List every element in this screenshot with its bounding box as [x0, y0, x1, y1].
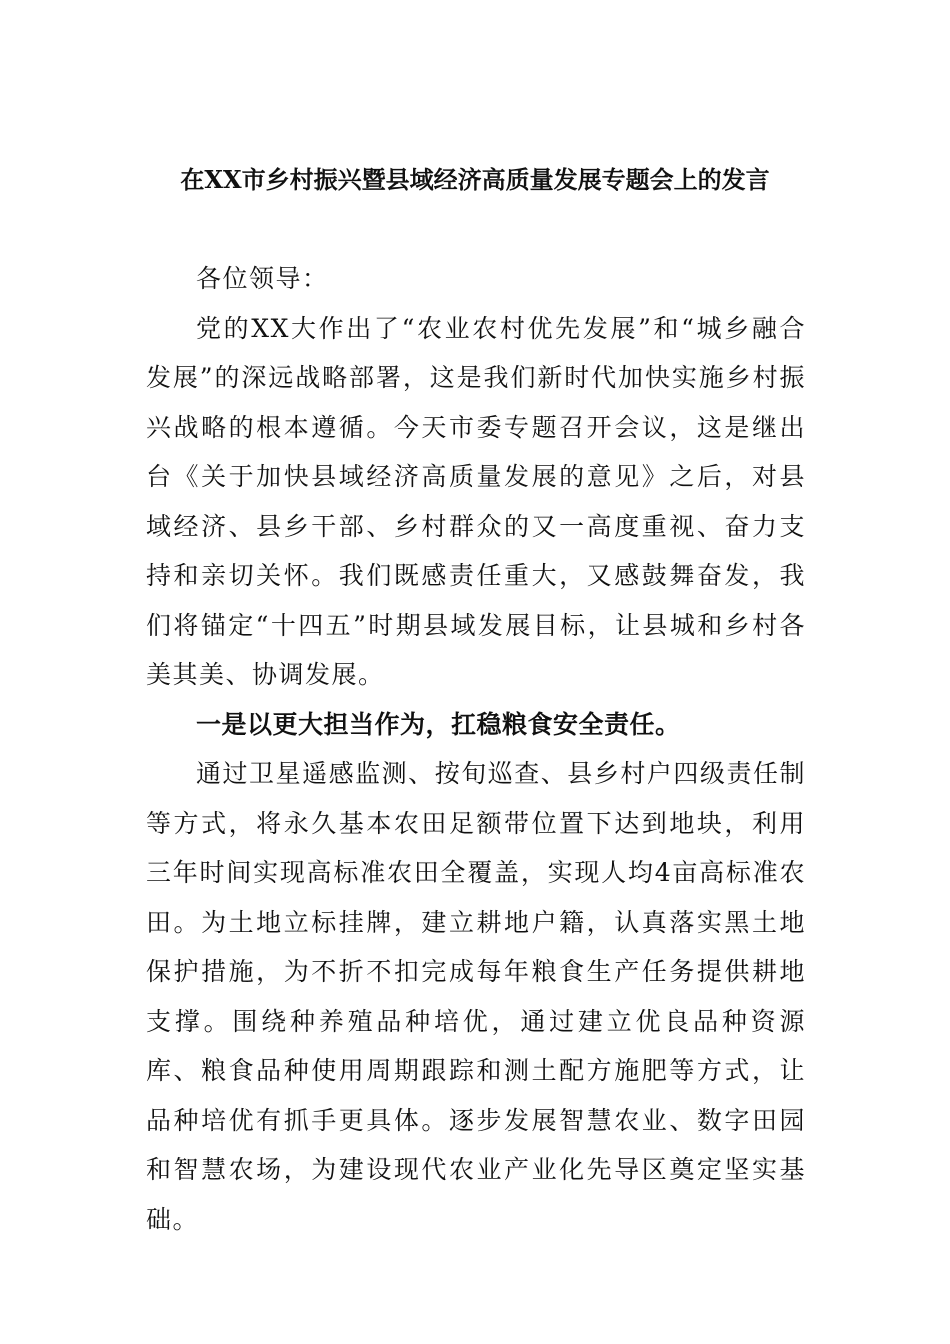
salutation: 各位领导：	[196, 264, 329, 293]
document-body	[146, 250, 806, 1244]
section-heading: 一是以更大担当作为，扛稳粮食安全责任。	[196, 709, 681, 739]
document-title: 在XX市乡村振兴暨县域经济高质量发展专题会上的发言	[180, 165, 770, 194]
paragraph-intro: 党的XX大作出了“农业农村优先发展”和“城乡融合发展”的深远战略部署，这是我们新时代加快实施乡村振兴战略的根本遵循。今天市委专题召开会议，这是继出台《关于加快县域经济高质量发展的意见》之后，对县域经济、县乡干部、乡村群众的又一高度重视、奋力支持和亲切关怀。我们既感责任重大，又感鼓舞奋发，我们将锚定“十四五”时期县域发展目标，让县城和乡村各美其美、协调发展。	[146, 313, 806, 689]
paragraph-grain-security: 通过卫星遥感监测、按旬巡查、县乡村户四级责任制等方式，将永久基本农田足额带位置下达到地块，利用三年时间实现高标准农田全覆盖，实现人均4亩高标准农田。为土地立标挂牌，建立耕地户籍，认真落实黑土地保护措施，为不折不扣完成每年粮食生产任务提供耕地支撑。围绕种养殖品种培优，通过建立优良品种资源库、粮食品种使用周期跟踪和测土配方施肥等方式，让品种培优有抓手更具体。逐步发展智慧农业、数字田园和智慧农场，为建设现代农业产业化先导区奠定坚实基础。	[146, 759, 806, 1234]
